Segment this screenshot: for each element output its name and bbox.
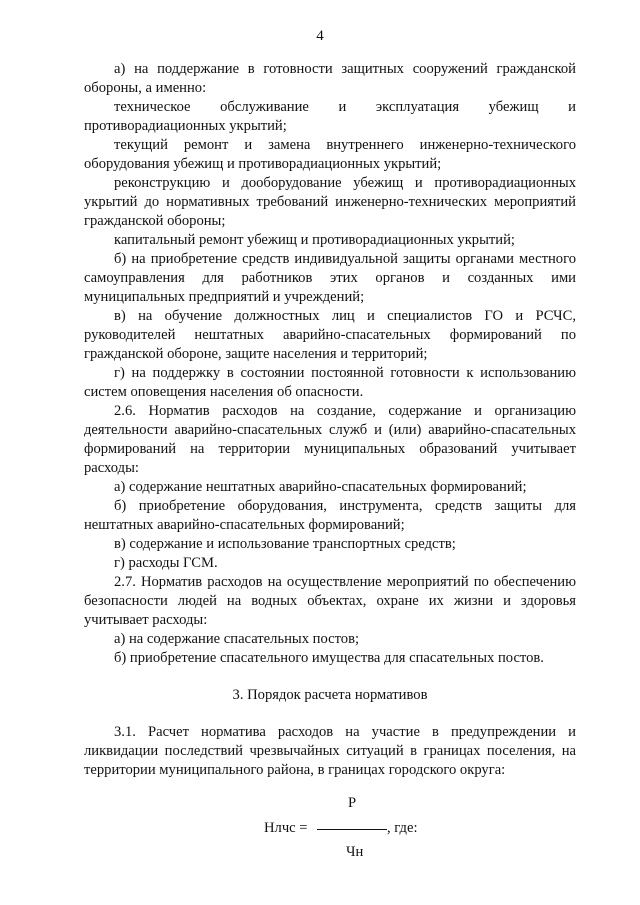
paragraph: б) на приобретение средств индивидуальной защиты органами местного самоуправления для работников этих органов и созданных ими муниципальных предприятий и учреждений; — [84, 251, 576, 305]
page-number: 4 — [316, 28, 324, 44]
formula-lhs: Нлчс = — [264, 820, 308, 836]
paragraph: в) на обучение должностных лиц и специалистов ГО и РСЧС, руководителей нештатных аварийно-спасательных формирований по гражданской обороне, защите населения и территорий; — [84, 308, 576, 362]
formula-denominator: Чн — [346, 844, 364, 860]
paragraph: реконструкцию и дооборудование убежищ и противорадиационных укрытий до нормативных требований инженерно-технических мероприятий гражданской обороны; — [84, 175, 576, 229]
paragraph: 2.7. Норматив расходов на осуществление мероприятий по обеспечению безопасности людей на водных объектах, охране их жизни и здоровья учитывает расходы: — [84, 574, 576, 628]
section-heading: 3. Порядок расчета нормативов — [232, 687, 428, 703]
paragraph: г) на поддержку в состоянии постоянной готовности к использованию систем оповещения населения об опасности. — [84, 365, 576, 400]
paragraph: 2.6. Норматив расходов на создание, содержание и организацию деятельности аварийно-спасательных служб и (или) аварийно-спасательных формирований на территории муниципальных образований учитывает расходы: — [84, 403, 576, 476]
formula — [84, 786, 576, 866]
paragraph: а) на поддержание в готовности защитных сооружений гражданской обороны, а именно: — [84, 61, 576, 96]
document-body — [84, 60, 576, 866]
paragraph: в) содержание и использование транспортных средств; — [114, 536, 456, 552]
paragraph: а) содержание нештатных аварийно-спасательных формирований; — [114, 479, 527, 495]
fraction-line — [317, 829, 387, 830]
paragraph: б) приобретение оборудования, инструмента, средств защиты для нештатных аварийно-спасательных формирований; — [84, 498, 576, 533]
paragraph: техническое обслуживание и эксплуатация убежищ и противорадиационных укрытий; — [84, 99, 576, 134]
paragraph: а) на содержание спасательных постов; — [114, 631, 360, 647]
formula-numerator: Р — [348, 795, 357, 811]
paragraph: текущий ремонт и замена внутреннего инженерно-технического оборудования убежищ и противорадиационных укрытий; — [84, 137, 576, 172]
paragraph: капитальный ремонт убежищ и противорадиационных укрытий; — [114, 232, 515, 248]
paragraph: 3.1. Расчет норматива расходов на участие в предупреждении и ликвидации последствий чрезвычайных ситуаций в границах поселения, на территории муниципального района, в границах городского округа: — [84, 724, 576, 778]
paragraph: г) расходы ГСМ. — [114, 555, 218, 571]
paragraph: б) приобретение спасательного имущества для спасательных постов. — [114, 650, 544, 666]
formula-tail: , где: — [387, 820, 418, 836]
